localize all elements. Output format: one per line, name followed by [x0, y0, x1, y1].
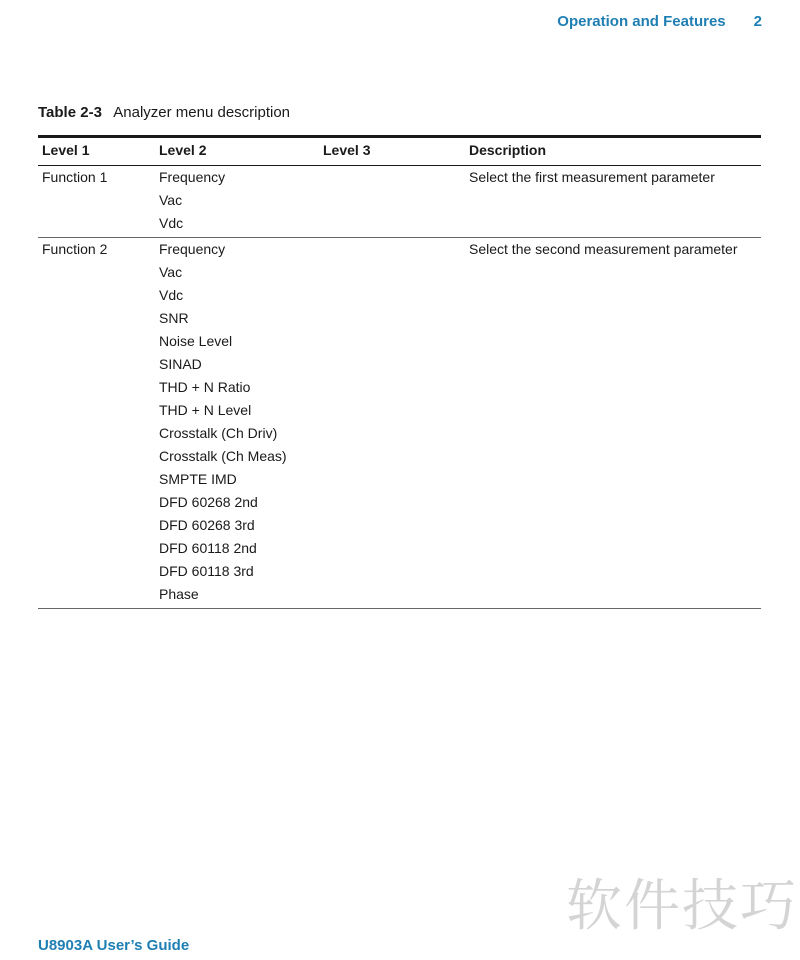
level2-list: [155, 238, 319, 606]
level2-item: Vdc: [159, 287, 184, 303]
level2-item: Vac: [159, 264, 183, 280]
table-row-function-1: [38, 166, 761, 238]
chapter-number: 2: [753, 13, 762, 30]
level2-item: DFD 60268 3rd: [159, 517, 255, 533]
level3-cell: [319, 166, 465, 235]
header-level-1: Level 1: [42, 142, 90, 158]
table-row-function-2: [38, 238, 761, 609]
level3-cell: [319, 238, 465, 606]
level2-item: Vac: [159, 192, 183, 208]
level2-item: THD + N Ratio: [159, 379, 251, 395]
analyzer-menu-table: [38, 135, 761, 609]
table-title: Analyzer menu description: [113, 104, 291, 121]
running-footer: U8903A User’s Guide: [38, 937, 190, 954]
description-cell: Select the first measurement parameter: [469, 169, 715, 185]
level2-item: SINAD: [159, 356, 202, 372]
level2-item: Frequency: [159, 169, 226, 185]
level2-item: DFD 60118 2nd: [159, 540, 257, 556]
level2-item: Phase: [159, 586, 199, 602]
level2-item: DFD 60268 2nd: [159, 494, 258, 510]
level2-item: DFD 60118 3rd: [159, 563, 254, 579]
header-level-3: Level 3: [323, 142, 371, 158]
table-header-row: [38, 138, 761, 166]
level2-list: [155, 166, 319, 235]
level2-item: Crosstalk (Ch Driv): [159, 425, 278, 441]
running-header: [557, 13, 762, 30]
level2-item: Noise Level: [159, 333, 233, 349]
level1-cell: Function 1: [42, 169, 108, 185]
table-caption: [38, 104, 290, 121]
level2-item: Frequency: [159, 241, 226, 257]
level2-item: THD + N Level: [159, 402, 252, 418]
watermark-text: 软件技巧: [566, 874, 798, 939]
header-level-2: Level 2: [159, 142, 207, 158]
level2-item: SNR: [159, 310, 189, 326]
level2-item: SMPTE IMD: [159, 471, 237, 487]
level2-item: Crosstalk (Ch Meas): [159, 448, 287, 464]
level2-item: Vdc: [159, 215, 184, 231]
level1-cell: Function 2: [42, 241, 108, 257]
section-title: Operation and Features: [557, 13, 726, 30]
header-description: Description: [469, 142, 547, 158]
description-cell: Select the second measurement parameter: [469, 241, 738, 257]
table-number: Table 2-3: [38, 104, 102, 121]
